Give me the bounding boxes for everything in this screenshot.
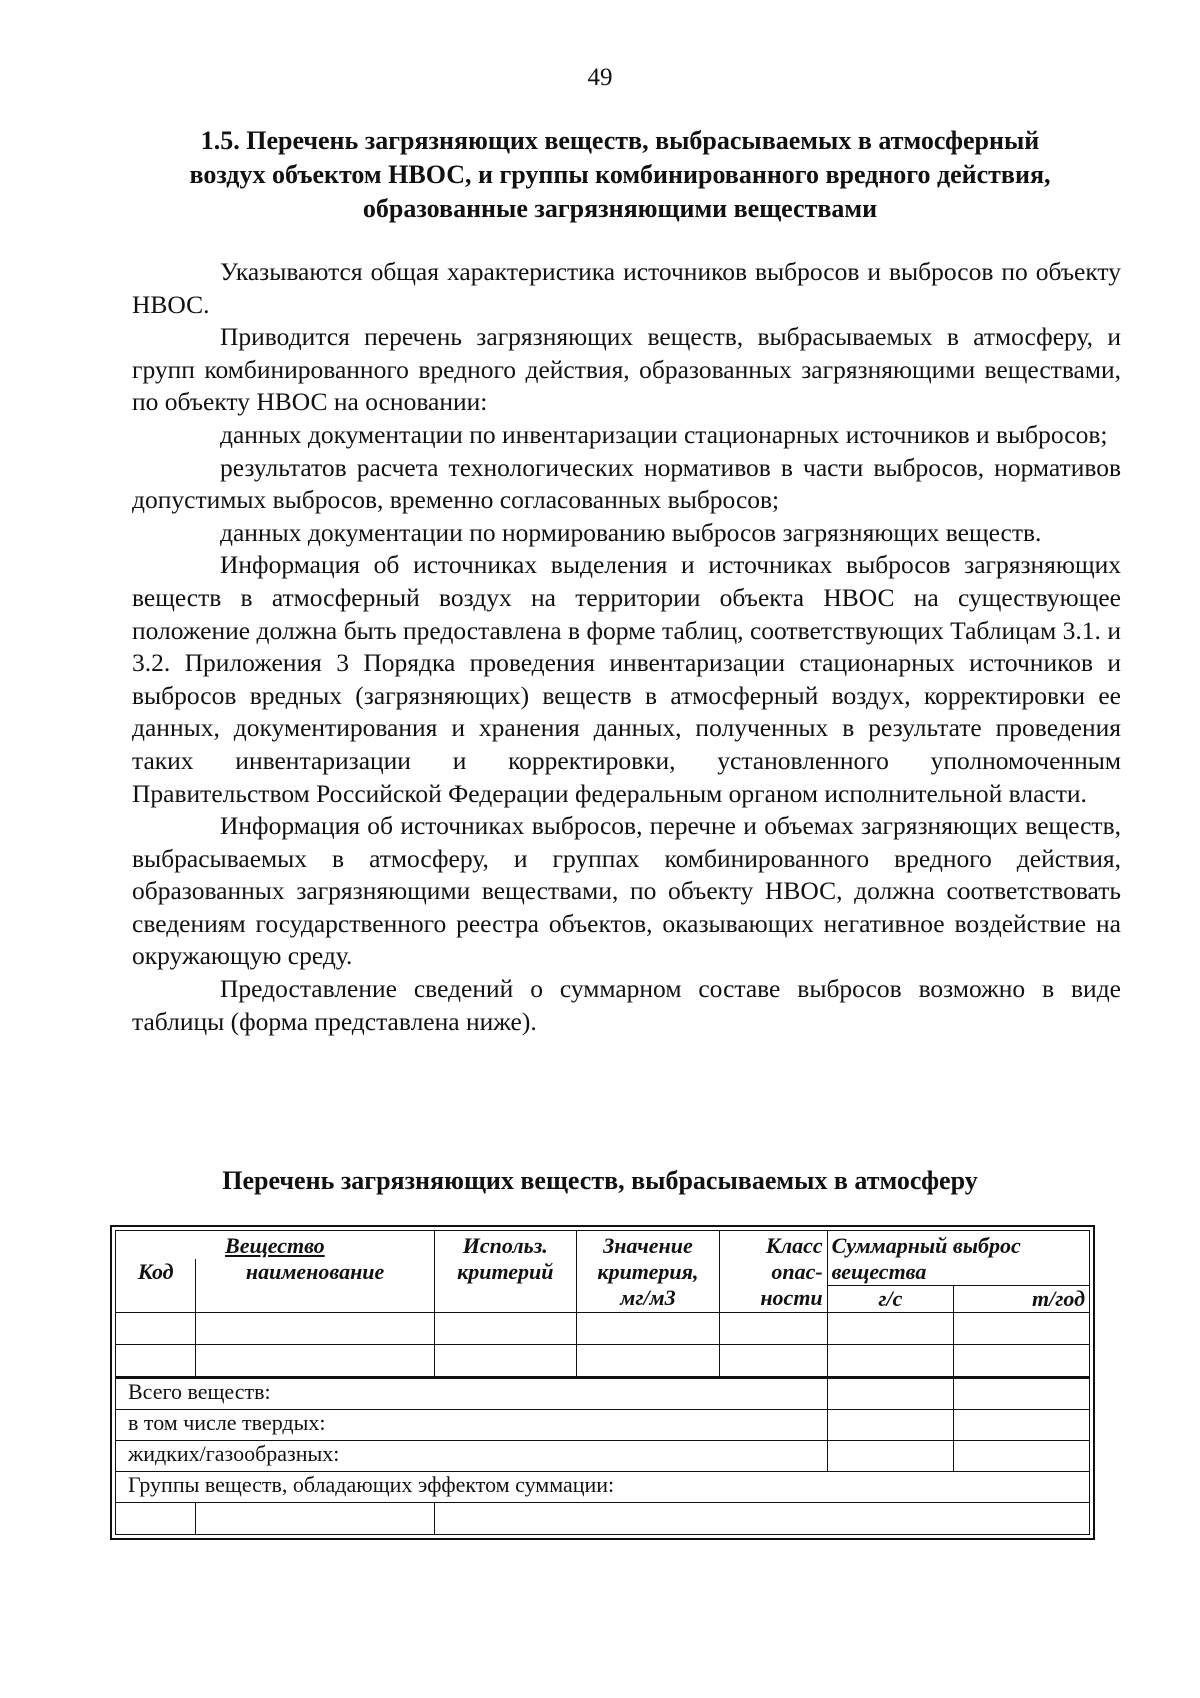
criterion-header-line: Использ. [462,1233,548,1258]
body-text [132,256,1121,1038]
ty-header: т/год [954,1286,1090,1313]
table-cell [196,1313,434,1345]
class-header-line: Класс [765,1233,823,1258]
table-cell [116,1503,196,1535]
section-title-line: образованные загрязняющими веществами [362,194,878,223]
gs-header: г/с [827,1286,953,1313]
emissions-table [115,1230,1090,1535]
paragraph: Предоставление сведений о суммарном составе выбросов возможно в виде таблицы (форма представлена ниже). [132,974,1121,1036]
table-row [116,1503,1090,1535]
table-row [116,1313,1090,1345]
table-cell [196,1345,434,1378]
summary-row-groups [116,1472,1090,1503]
table-cell [827,1441,953,1472]
summary-label: Всего веществ: [116,1378,828,1410]
summary-label: Группы веществ, обладающих эффектом суммации: [116,1472,1090,1503]
table-cell [954,1313,1090,1345]
paragraph: данных документации по инвентаризации стационарных источников и выбросов; [220,419,1108,449]
paragraph: данных документации по нормированию выбросов загрязняющих веществ. [220,517,1042,547]
table-cell [434,1345,576,1378]
emissions-table-frame [110,1225,1095,1540]
summary-label: жидких/газообразных: [116,1441,828,1472]
summary-row-liquid [116,1441,1090,1472]
substance-header-label: Вещество [225,1233,325,1258]
table-cell [116,1313,196,1345]
paragraph: результатов расчета технологических нормативов в части выбросов, нормативов допустимых выбросов, временно согласованных выбросов; [132,452,1121,515]
table-title: Перечень загрязняющих веществ, выбрасываемых в атмосферу [222,1166,978,1195]
name-header: наименование [196,1259,434,1313]
page-number: 49 [587,64,613,91]
table-cell [954,1378,1090,1410]
table-cell [954,1410,1090,1441]
table-cell [827,1378,953,1410]
total-header-line: вещества [831,1259,927,1284]
table-cell [434,1313,576,1345]
value-header [576,1231,719,1313]
section-title [130,124,1110,226]
table-cell [116,1345,196,1378]
table-cell [434,1503,1089,1535]
table-cell [576,1345,719,1378]
table-cell [954,1441,1090,1472]
table-cell [827,1410,953,1441]
summary-label: в том числе твердых: [116,1410,828,1441]
table-cell [720,1345,828,1378]
criterion-header [434,1231,576,1313]
summary-row-total [116,1378,1090,1410]
table-cell [827,1313,953,1345]
table-cell [196,1503,434,1535]
value-header-line: критерия, [597,1259,699,1284]
value-header-line: мг/м3 [620,1285,676,1310]
total-header-line: Суммарный выброс [831,1233,1021,1258]
paragraph: Указываются общая характеристика источников выбросов и выбросов по объекту НВОС. [132,257,1121,319]
table-cell [827,1345,953,1378]
paragraph: Информация об источниках выбросов, перечне и объемах загрязняющих веществ, выбрасываемых в атмосферу, и группах комбинированного вредного действия, образованных загрязняющими веществами, по объекту НВОС, должна соответствовать сведениям государственного реестра объектов, оказывающих негативное воздействие на окружающую среду. [132,811,1121,971]
code-header: Код [116,1259,196,1313]
value-header-line: Значение [603,1233,693,1258]
table-header-row [116,1231,1090,1260]
table-cell [576,1313,719,1345]
class-header-line: опас- [771,1259,823,1284]
paragraph: Приводится перечень загрязняющих веществ, выбрасываемых в атмосферу, и групп комбинированного вредного действия, образованных загрязняющими веществами, по объекту НВОС на основании: [132,322,1121,417]
paragraph: Информация об источниках выделения и источниках выбросов загрязняющих веществ в атмосферный воздух на территории объекта НВОС на существующее положение должна быть предоставлена в форме таблиц, соответствующих Таблицам 3.1. и 3.2. Приложения 3 Порядка проведения инвентаризации стационарных источников и выбросов вредных (загрязняющих) веществ в атмосферный воздух, корректировки ее данных, документирования и хранения данных, полученных в результате проведения таких инвентаризации и корректировки, установленного уполномоченным Правительством Российской Федерации федеральным органом исполнительной власти. [132,550,1121,808]
section-title-line: 1.5. Перечень загрязняющих веществ, выбрасываемых в атмосферный [200,126,1040,155]
class-header-line: ности [760,1285,823,1310]
table-cell [720,1313,828,1345]
table-row [116,1345,1090,1378]
substance-header [116,1231,435,1260]
section-title-line: воздух объектом НВОС, и группы комбинированного вредного действия, [189,160,1051,189]
class-header [720,1231,828,1313]
criterion-header-line: критерий [457,1259,554,1284]
summary-row-solid [116,1410,1090,1441]
total-header [827,1231,1089,1286]
table-cell [954,1345,1090,1378]
